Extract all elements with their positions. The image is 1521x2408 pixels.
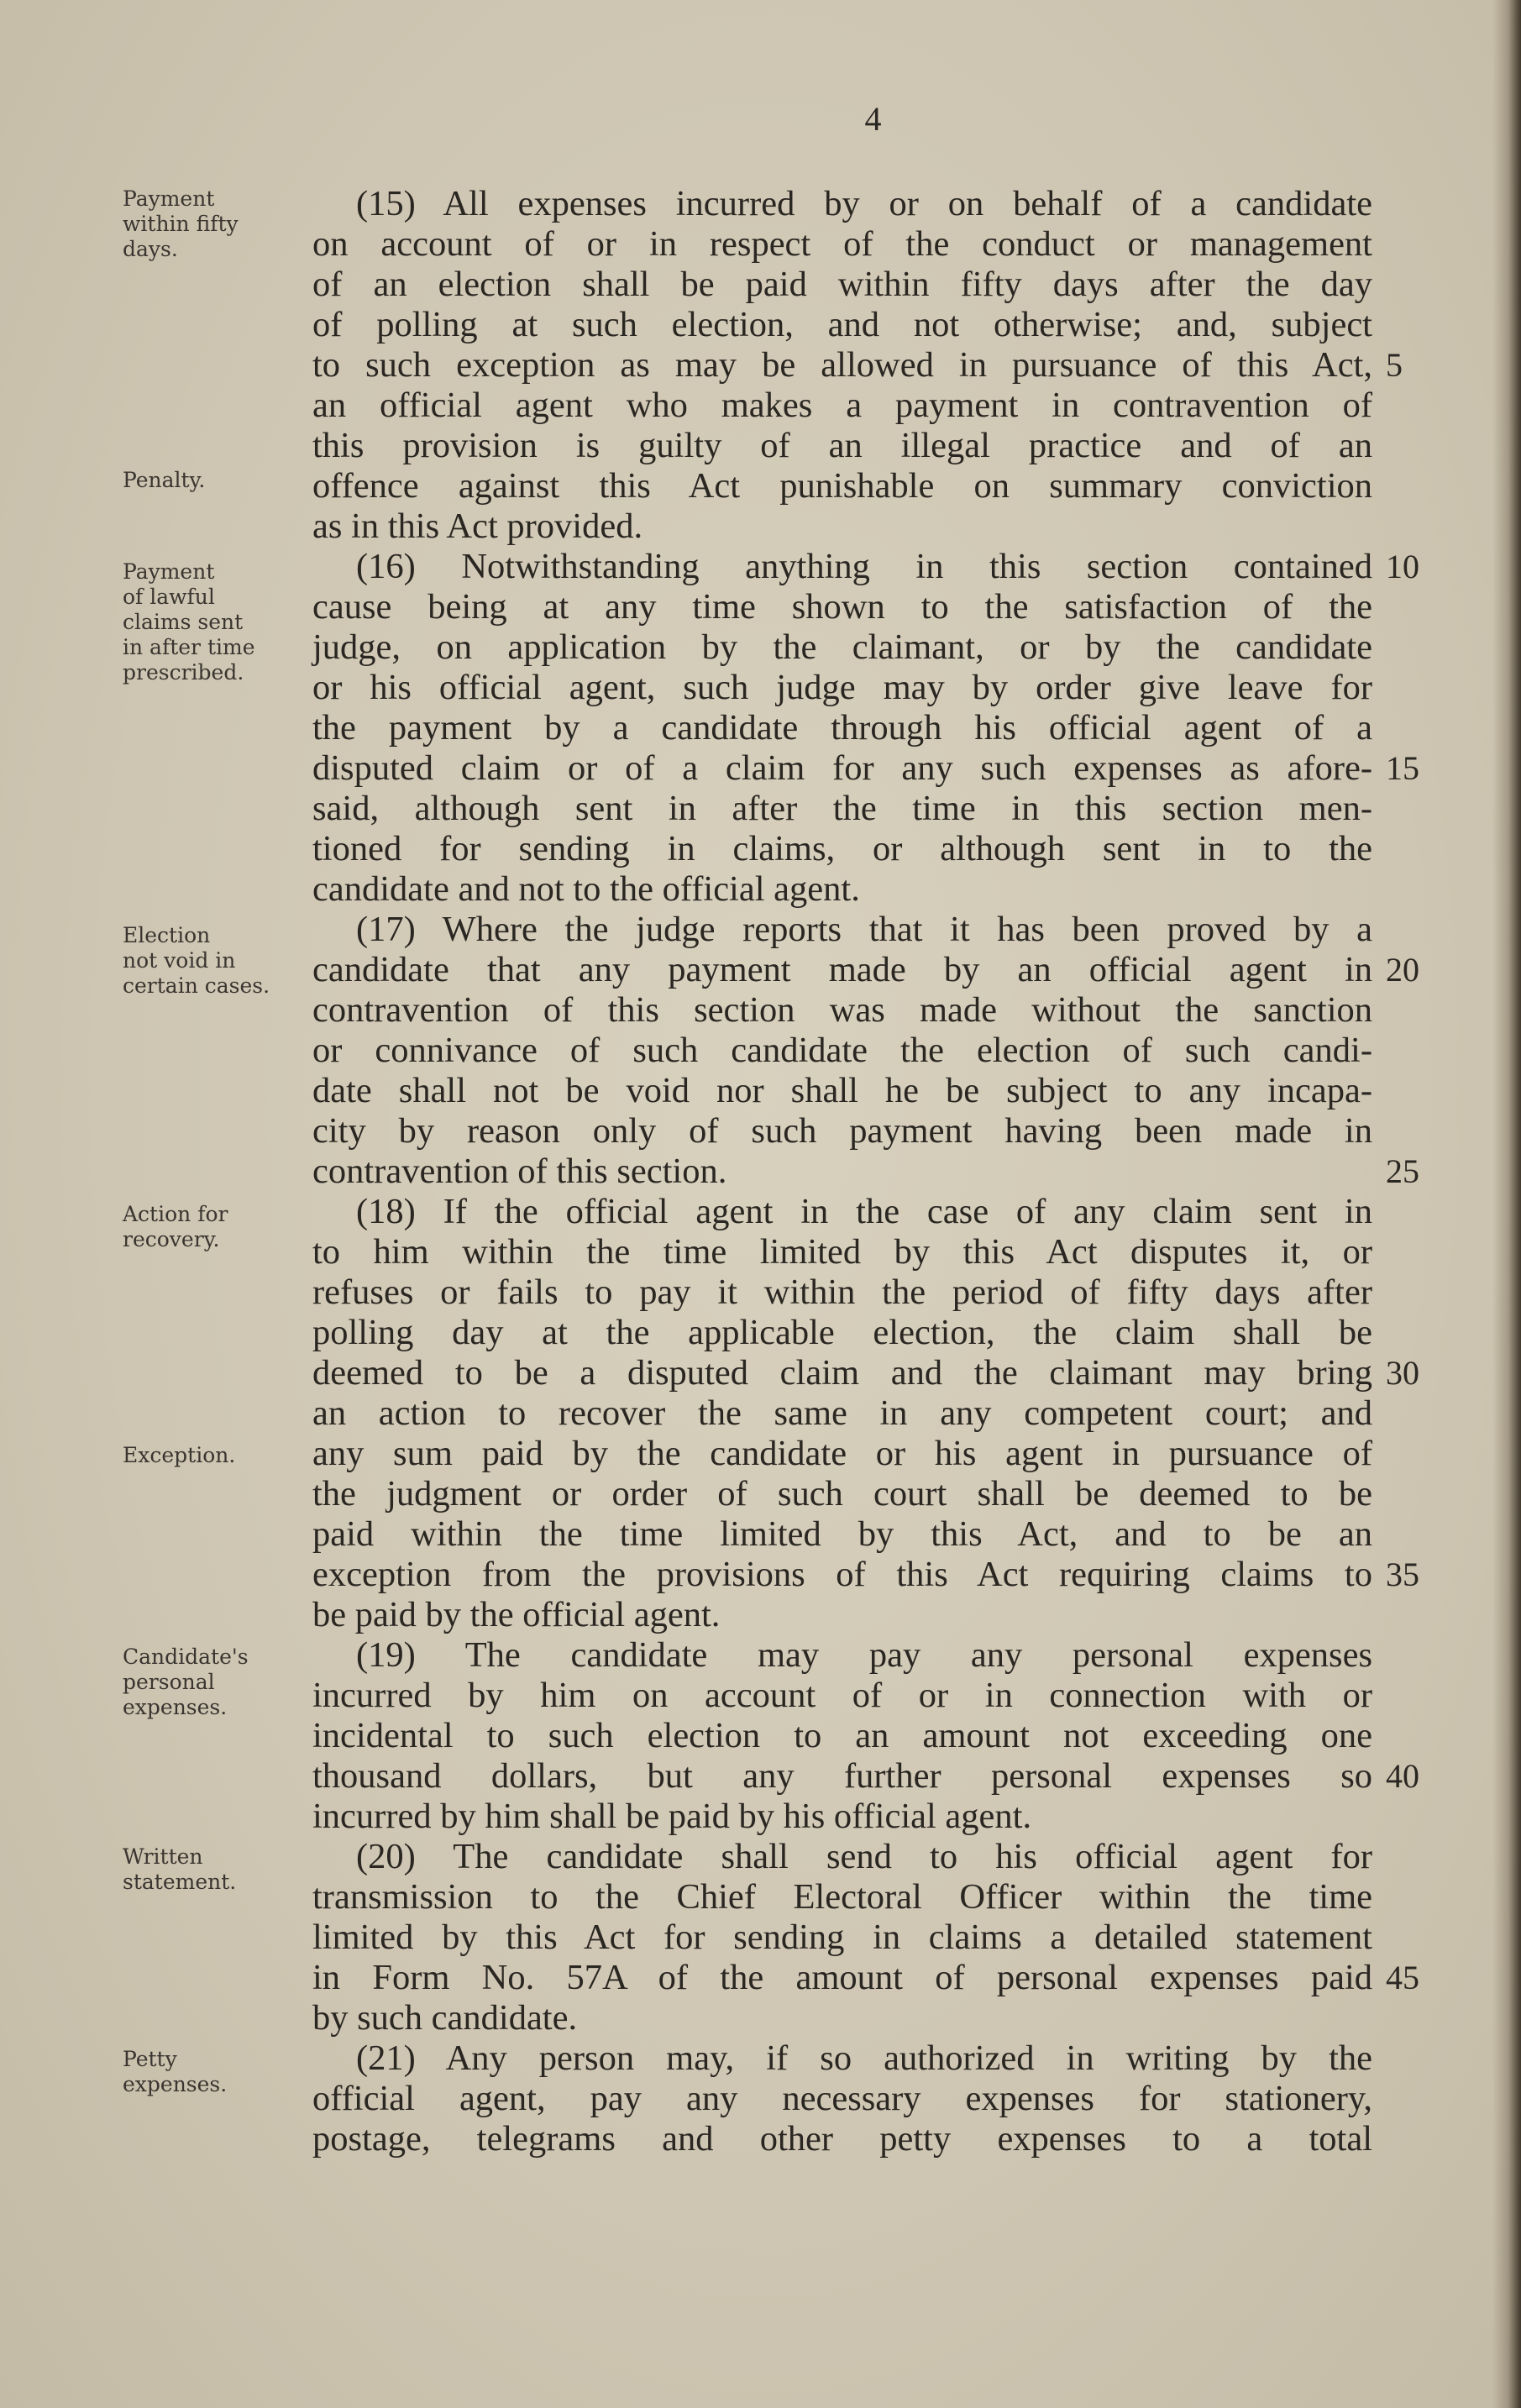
margin-note-exception: Exception. [123,1443,236,1467]
body-line: (18) If the official agent in the case of any claim sent in [356,1192,1372,1231]
body-line: postage, telegrams and other petty expenses to a total [312,2119,1372,2159]
margin-note-petty-expenses: Petty expenses. [123,2047,228,2096]
margin-note-penalty: Penalty. [123,468,206,492]
body-line: (20) The candidate shall send to his official agent for [356,1837,1372,1876]
line-number: 25 [1386,1152,1419,1190]
body-line: an official agent who makes a payment in contravention of [312,386,1372,425]
body-line: (15) All expenses incurred by or on behalf of a candidate [356,184,1372,223]
body-line: paid within the time limited by this Act, and to be an [312,1514,1372,1554]
line-number: 10 [1386,548,1419,585]
body-line: to such exception as may be allowed in pursuance of this Act, [312,345,1372,385]
body-line: as in this Act provided. [312,506,643,546]
body-line: (19) The candidate may pay any personal expenses [356,1635,1372,1675]
body-line: cause being at any time shown to the satisfaction of the [312,587,1372,627]
body-line: any sum paid by the candidate or his agent in pursuance of [312,1434,1372,1473]
page-number: 4 [864,100,883,138]
line-number: 20 [1386,951,1419,989]
body-line: incurred by him on account of or in connection with or [312,1676,1372,1715]
body-line: of polling at such election, and not otherwise; and, subject [312,305,1372,344]
body-line: refuses or fails to pay it within the period of fifty days after [312,1272,1372,1312]
body-line: candidate and not to the official agent. [312,869,860,909]
line-number: 45 [1386,1959,1419,1996]
body-line: be paid by the official agent. [312,1595,721,1634]
page-edge-shadow [1492,0,1521,2408]
line-number: 5 [1386,346,1403,384]
body-line: said, although sent in after the time in this section men- [312,789,1372,828]
body-line: judge, on application by the claimant, or by the candidate [312,627,1372,667]
body-line: on account of or in respect of the conduct or management [312,224,1372,264]
body-line: transmission to the Chief Electoral Officer within the time [312,1877,1372,1917]
line-number: 35 [1386,1555,1419,1593]
margin-note-payment-within-fifty-days: Payment within fifty days. [123,186,239,261]
body-line: offence against this Act punishable on summary conviction [312,466,1372,506]
margin-note-candidates-personal-expenses: Candidate's personal expenses. [123,1645,249,1719]
body-line: in Form No. 57A of the amount of personal expenses paid [312,1958,1372,1997]
body-line: contravention of this section. [312,1152,727,1191]
body-line: exception from the provisions of this Act requiring claims to [312,1555,1372,1594]
body-line: (17) Where the judge reports that it has been proved by a [356,910,1372,949]
body-line: or connivance of such candidate the election of such candi- [312,1031,1372,1070]
margin-note-written-statement: Written statement. [123,1844,237,1894]
body-line: to him within the time limited by this Act disputes it, or [312,1232,1372,1272]
margin-note-payment-of-lawful-claims: Payment of lawful claims sent in after time prescribed. [123,559,255,685]
body-line: candidate that any payment made by an official agent in [312,950,1372,989]
body-line: the payment by a candidate through his official agent of a [312,708,1372,748]
margin-note-action-for-recovery: Action for recovery. [123,1202,228,1251]
body-line: limited by this Act for sending in claims a detailed statement [312,1917,1372,1957]
body-line: tioned for sending in claims, or although sent in to the [312,829,1372,868]
body-line: incidental to such election to an amount not exceeding one [312,1716,1372,1755]
body-line: thousand dollars, but any further personal expenses so [312,1756,1372,1796]
body-line: or his official agent, such judge may by order give leave for [312,668,1372,707]
line-number: 30 [1386,1354,1419,1392]
body-line: the judgment or order of such court shall be deemed to be [312,1474,1372,1514]
body-line: contravention of this section was made without the sanction [312,990,1372,1030]
body-line: (21) Any person may, if so authorized in writing by the [356,2038,1372,2078]
body-line: city by reason only of such payment having been made in [312,1111,1372,1151]
body-line: by such candidate. [312,1998,578,2038]
body-line: official agent, pay any necessary expenses for stationery, [312,2079,1372,2118]
body-line: incurred by him shall be paid by his official agent. [312,1797,1032,1836]
body-line: deemed to be a disputed claim and the claimant may bring [312,1353,1372,1393]
margin-note-election-not-void: Election not void in certain cases. [123,923,270,998]
body-line: disputed claim or of a claim for any such expenses as afore- [312,748,1372,788]
body-line: of an election shall be paid within fifty days after the day [312,265,1372,304]
body-line: date shall not be void nor shall he be subject to any incapa- [312,1071,1372,1110]
body-line: an action to recover the same in any competent court; and [312,1393,1372,1433]
body-line: (16) Notwithstanding anything in this section contained [356,547,1372,586]
line-number: 15 [1386,749,1419,787]
line-number: 40 [1386,1757,1419,1795]
body-line: this provision is guilty of an illegal practice and of an [312,426,1372,465]
body-line: polling day at the applicable election, the claim shall be [312,1313,1372,1352]
